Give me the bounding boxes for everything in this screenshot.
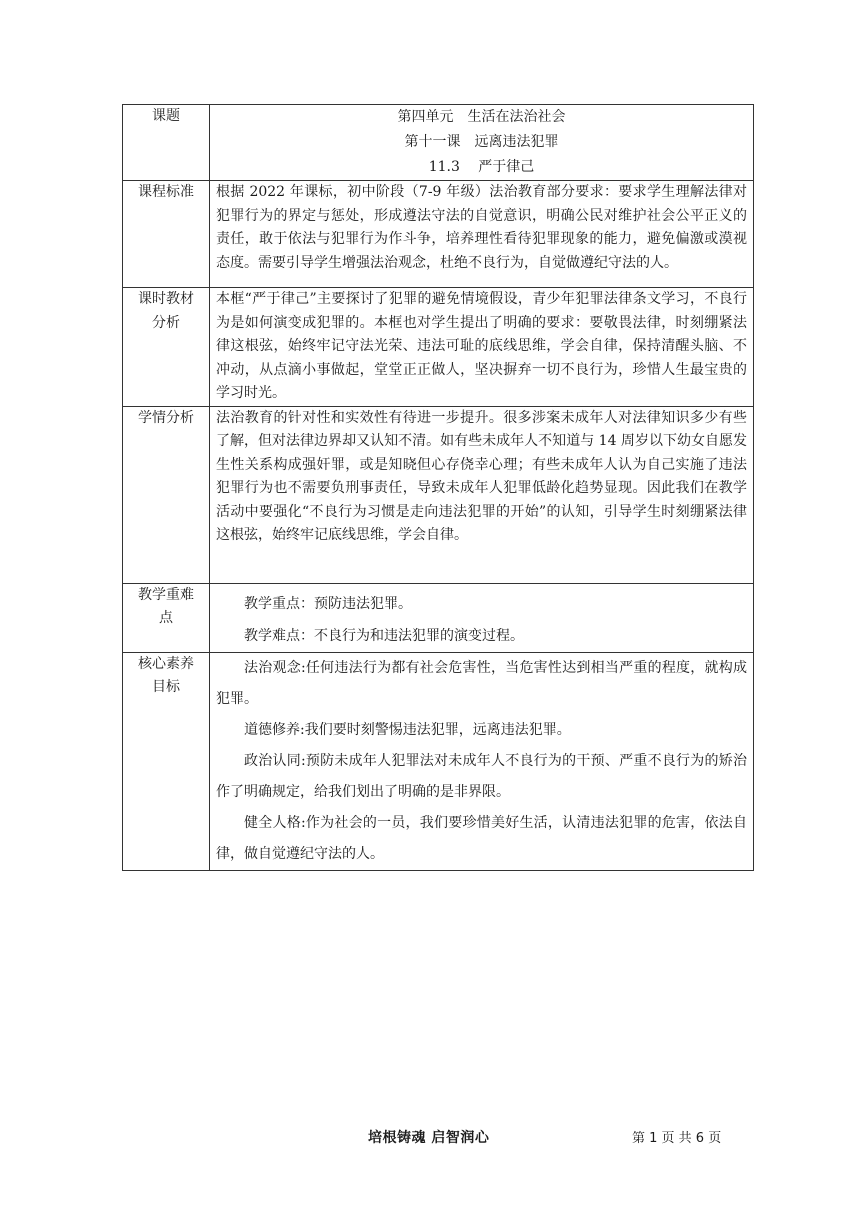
material-analysis-cell — [210, 288, 754, 407]
label-student-analysis: 学情分析 — [123, 406, 210, 583]
table-row-core-goals — [123, 652, 754, 870]
label-curriculum-standard: 课程标准 — [123, 181, 210, 288]
unit-title: 第四单元 生活在法治社会 — [397, 109, 566, 125]
section-title: 11.3 严于律己 — [428, 159, 535, 175]
label-key-points-line2: 点 — [159, 610, 173, 626]
label-key-points — [123, 583, 210, 652]
goal-political-identity: 政治认同:预防未成年人犯罪法对未成年人不良行为的干预、严重不良行为的矫治作了明确规定，给我们划出了明确的是非界限。 — [216, 752, 747, 800]
label-topic: 课题 — [123, 105, 210, 181]
lesson-plan-table — [122, 104, 754, 871]
table-row-title — [123, 105, 754, 181]
lesson-title: 第十一课 远离违法犯罪 — [404, 134, 559, 150]
core-goals-cell — [210, 652, 754, 870]
student-analysis-text: 法治教育的针对性和实效性有待进一步提升。很多涉案未成年人对法律知识多少有些了解，但对法律边界却又认知不清。如有些未成年人不知道与 14 周岁以下幼女自愿发生性关系构成强奸罪，或是知晓但心存侥幸心理；有些未成年人认为自己实施了违法犯罪行为也不需要负刑事责任，导致未成年人犯罪低龄化趋势显现。因此我们在教学活动中要强化“不良行为习惯是走向违法犯罪的开始”的认知，引导学生时刻绷紧法律这根弦，始终牢记底线思维，学会自律。 — [216, 409, 747, 543]
curriculum-standard-cell — [210, 181, 754, 288]
topic-cell — [210, 105, 754, 181]
material-analysis-text: 本框“严于律己”主要探讨了犯罪的避免情境假设，青少年犯罪法律条文学习，不良行为是如何演变成犯罪的。本框也对学生提出了明确的要求：要敬畏法律，时刻绷紧法律这根弦，始终牢记守法光荣、违法可耻的底线思维，学会自律，保持清醒头脑、不冲动，从点滴小事做起，堂堂正正做人，坚决摒弃一切不良行为，珍惜人生最宝贵的学习时光。 — [216, 291, 747, 401]
key-points-cell — [210, 583, 754, 652]
table-row-standard — [123, 181, 754, 288]
page-number: 第 1 页 共 6 页 — [632, 1131, 722, 1146]
label-material-analysis-line1: 课时教材 — [138, 291, 194, 307]
teaching-focus: 教学重点：预防违法犯罪。 — [244, 595, 412, 612]
label-material-analysis — [123, 288, 210, 407]
table-row-key-points — [123, 583, 754, 652]
goal-rule-of-law: 法治观念:任何违法行为都有社会危害性，当危害性达到相当严重的程度，就构成犯罪。 — [216, 659, 747, 707]
teaching-difficulty: 教学难点：不良行为和违法犯罪的演变过程。 — [244, 627, 524, 644]
label-key-points-line1: 教学重难 — [138, 586, 194, 603]
footer-motto: 培根铸魂 启智润心 — [368, 1130, 490, 1146]
label-core-goals — [123, 652, 210, 870]
goal-sound-personality: 健全人格:作为社会的一员，我们要珍惜美好生活，认清违法犯罪的危害，依法自律，做自觉遵纪守法的人。 — [216, 814, 747, 862]
table-row-student-analysis — [123, 406, 754, 583]
student-analysis-cell — [210, 406, 754, 583]
curriculum-standard-text: 根据 2022 年课标，初中阶段（7-9 年级）法治教育部分要求：要求学生理解法律对犯罪行为的界定与惩处，形成遵法守法的自觉意识，明确公民对维护社会公平正义的责任，敢于依法与犯罪行为作斗争，培养理性看待犯罪现象的能力，避免偏激或漠视态度。需要引导学生增强法治观念，杜绝不良行为，自觉做遵纪守法的人。 — [216, 184, 747, 271]
label-core-goals-line2: 目标 — [152, 679, 180, 695]
goal-moral-cultivation: 道德修养:我们要时刻警惕违法犯罪，远离违法犯罪。 — [244, 721, 571, 738]
label-core-goals-line1: 核心素养 — [138, 655, 194, 672]
label-material-analysis-line2: 分析 — [152, 314, 180, 331]
table-row-material-analysis — [123, 288, 754, 407]
